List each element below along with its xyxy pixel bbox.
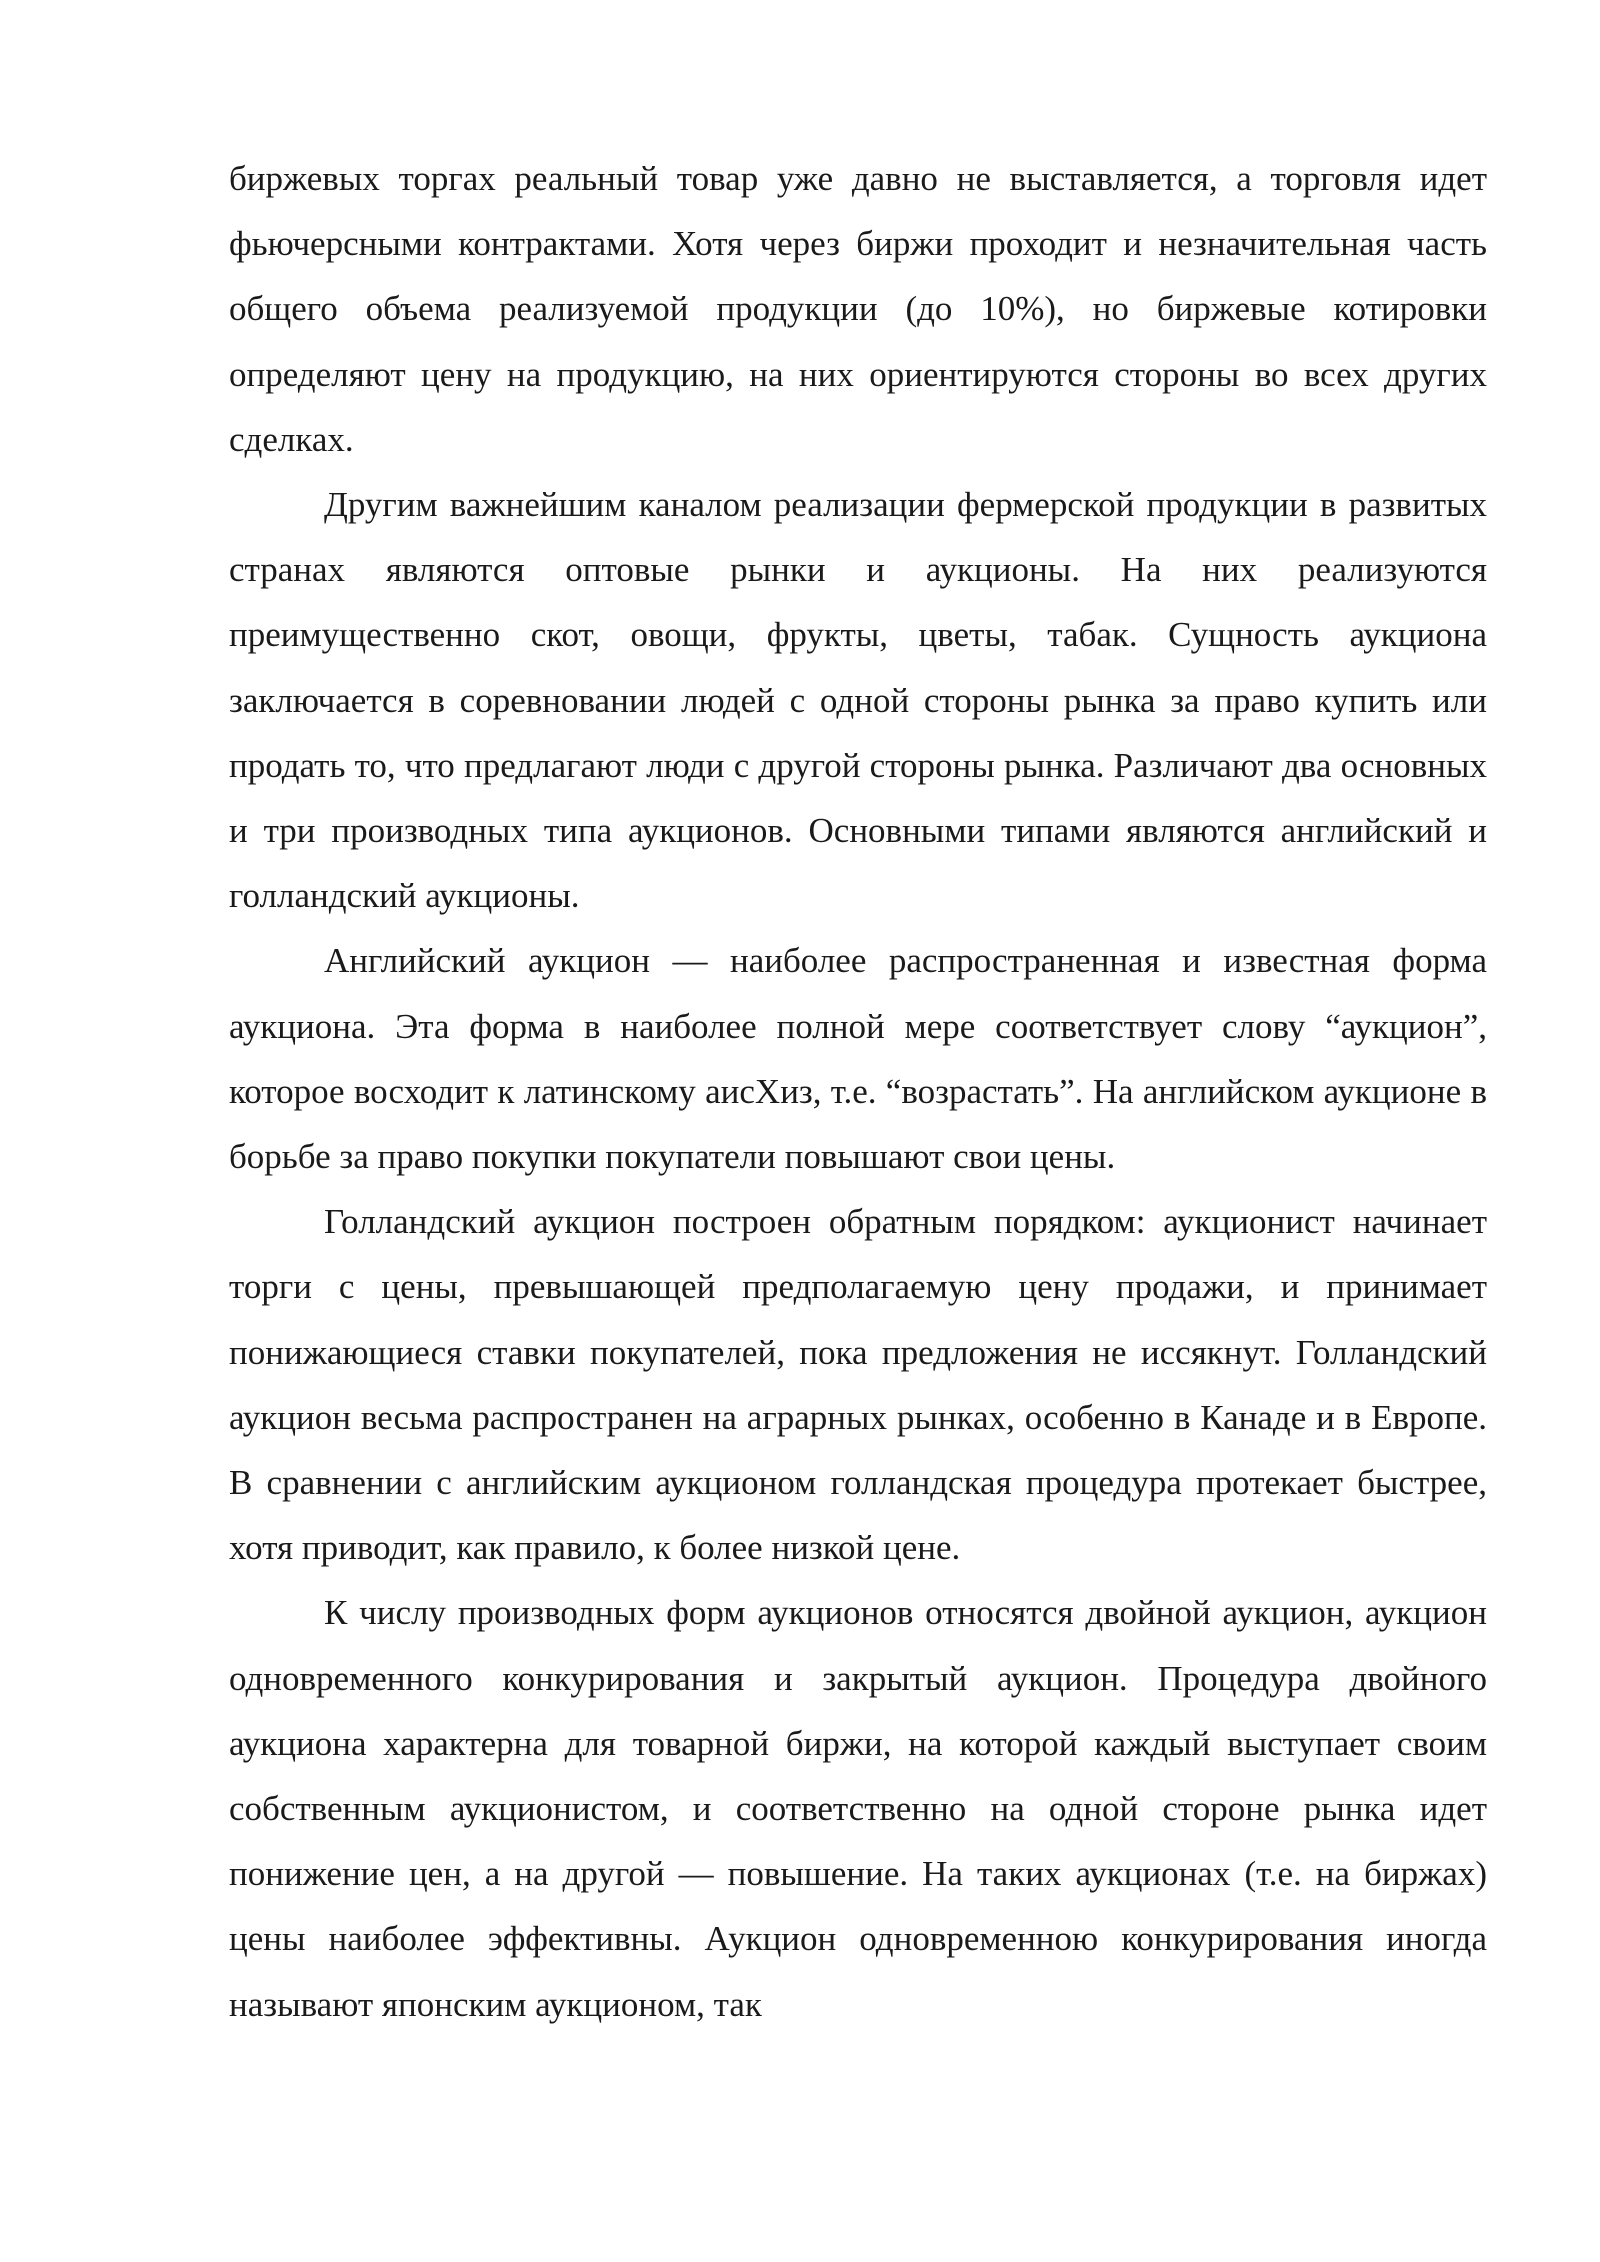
paragraph-4: Голландский аукцион построен обратным порядком: аукционист начинает торги с цены, превышающей предполагаемую цену продажи, и принимает понижающиеся ставки покупателей, пока предложения не иссякнут. Голландский аукцион весьма распространен на аграрных рынках, особенно в Канаде и в Европе. В сравнении с английским аукционом голландская процедура протекает быстрее, хотя приводит, как правило, к более низкой цене.: [229, 1202, 1487, 1568]
paragraph-5: К числу производных форм аукционов относятся двойной аукцион, аукцион одновременного конкурирования и закрытый аукцион. Процедура двойного аукциона характерна для товарной биржи, на которой каждый выступает своим собственным аукционистом, и соответственно на одной стороне рынка идет понижение цен, а на другой — повышение. На таких аукционах (т.е. на биржах) цены наиболее эффективны. Аукцион одновременною конкурирования иногда называют японским аукционом, так: [229, 1593, 1487, 2024]
document-body: [229, 146, 1487, 2037]
paragraph-2: Другим важнейшим каналом реализации фермерской продукции в развитых странах являются оптовые рынки и аукционы. На них реализуются преимущественно скот, овощи, фрукты, цветы, табак. Сущность аукциона заключается в соревновании людей с одной стороны рынка за право купить или продать то, что предлагают люди с другой стороны рынка. Различают два основных и три производных типа аукционов. Основными типами являются английский и голландский аукционы.: [229, 485, 1487, 916]
paragraph-1: биржевых торгах реальный товар уже давно не выставляется, а торговля идет фьючерсными контрактами. Хотя через биржи проходит и незначительная часть общего объема реализуемой продукции (до 10%), но биржевые котировки определяют цену на продукцию, на них ориентируются стороны во всех других сделках.: [229, 159, 1487, 459]
paragraph-3: Английский аукцион — наиболее распространенная и известная форма аукциона. Эта форма в наиболее полной мере соответствует слову “аукцион”, которое восходит к латинскому аисХиз, т.е. “возрастать”. На английском аукционе в борьбе за право покупки покупатели повышают свои цены.: [229, 941, 1487, 1177]
